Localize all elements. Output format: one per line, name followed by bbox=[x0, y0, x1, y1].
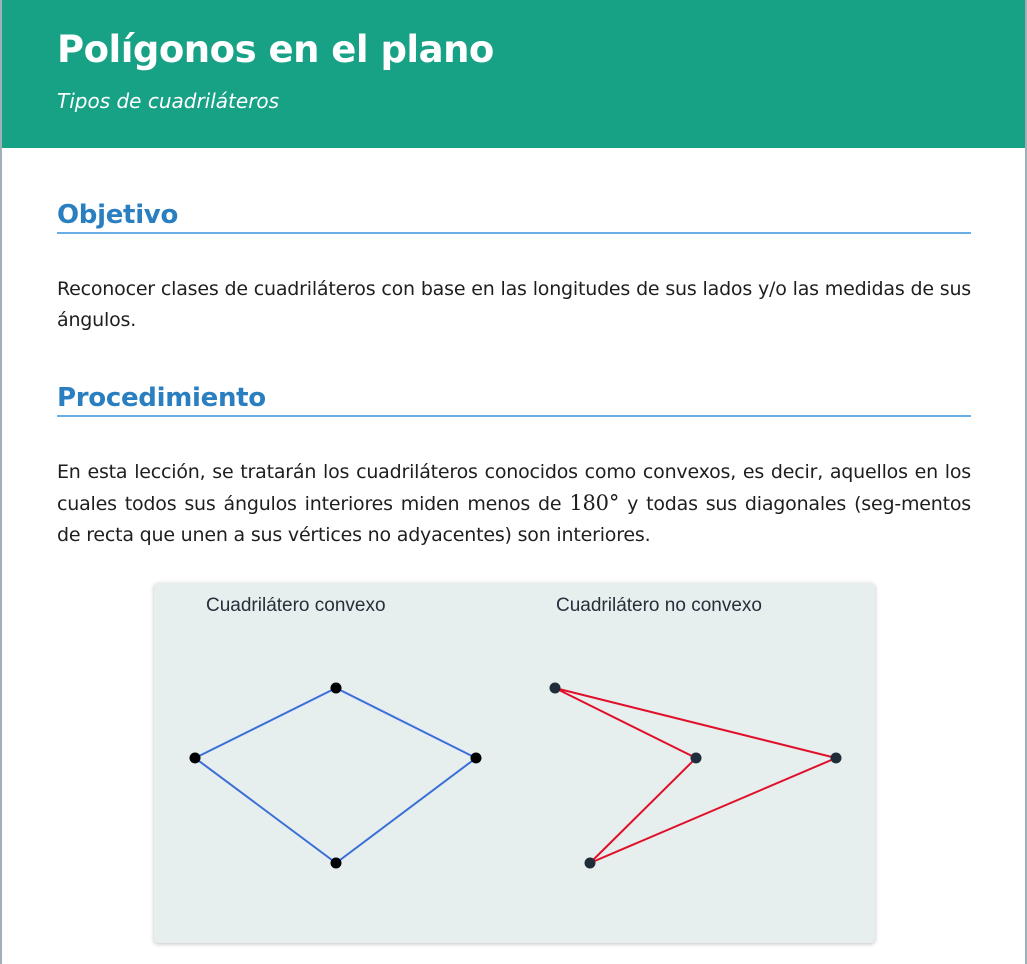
quadrilateral-figure bbox=[154, 583, 875, 943]
page-subtitle: Tipos de cuadriláteros bbox=[57, 89, 280, 113]
section-heading-objetivo: Objetivo bbox=[57, 200, 971, 234]
quadrilateral-outline bbox=[195, 688, 476, 863]
quadrilateral-outline bbox=[555, 688, 836, 863]
vertex-point bbox=[550, 683, 561, 694]
procedure-text-start: En esta lección, se tratarán los cuadriláteros conocidos como convexos, es decir, aquellos en los cuales todos sus ángulos interiores miden menos de bbox=[57, 461, 971, 515]
convex-label: Cuadrilátero convexo bbox=[206, 595, 386, 616]
non-convex-label: Cuadrilátero no convexo bbox=[556, 595, 762, 616]
lesson-header bbox=[2, 0, 1025, 148]
angle-value: 180° bbox=[569, 491, 620, 515]
vertex-point bbox=[190, 753, 201, 764]
vertex-point bbox=[331, 858, 342, 869]
vertex-point bbox=[585, 858, 596, 869]
vertex-point bbox=[831, 753, 842, 764]
objective-text: Reconocer clases de cuadriláteros con base en las longitudes de sus lados y/o las medidas de sus ángulos. bbox=[57, 278, 971, 331]
vertex-point bbox=[471, 753, 482, 764]
figure-canvas bbox=[154, 583, 875, 943]
vertex-point bbox=[691, 753, 702, 764]
convex-quadrilateral bbox=[190, 683, 482, 869]
page-title: Polígonos en el plano bbox=[57, 28, 494, 71]
vertex-point bbox=[331, 683, 342, 694]
procedure-text bbox=[57, 457, 971, 551]
procedure-text-end: y todas sus diagonales (seg-mentos de recta que unen a sus vértices no adyacentes) son interiores. bbox=[57, 493, 972, 546]
non-convex-quadrilateral bbox=[550, 683, 842, 869]
section-heading-procedimiento: Procedimiento bbox=[57, 383, 971, 417]
